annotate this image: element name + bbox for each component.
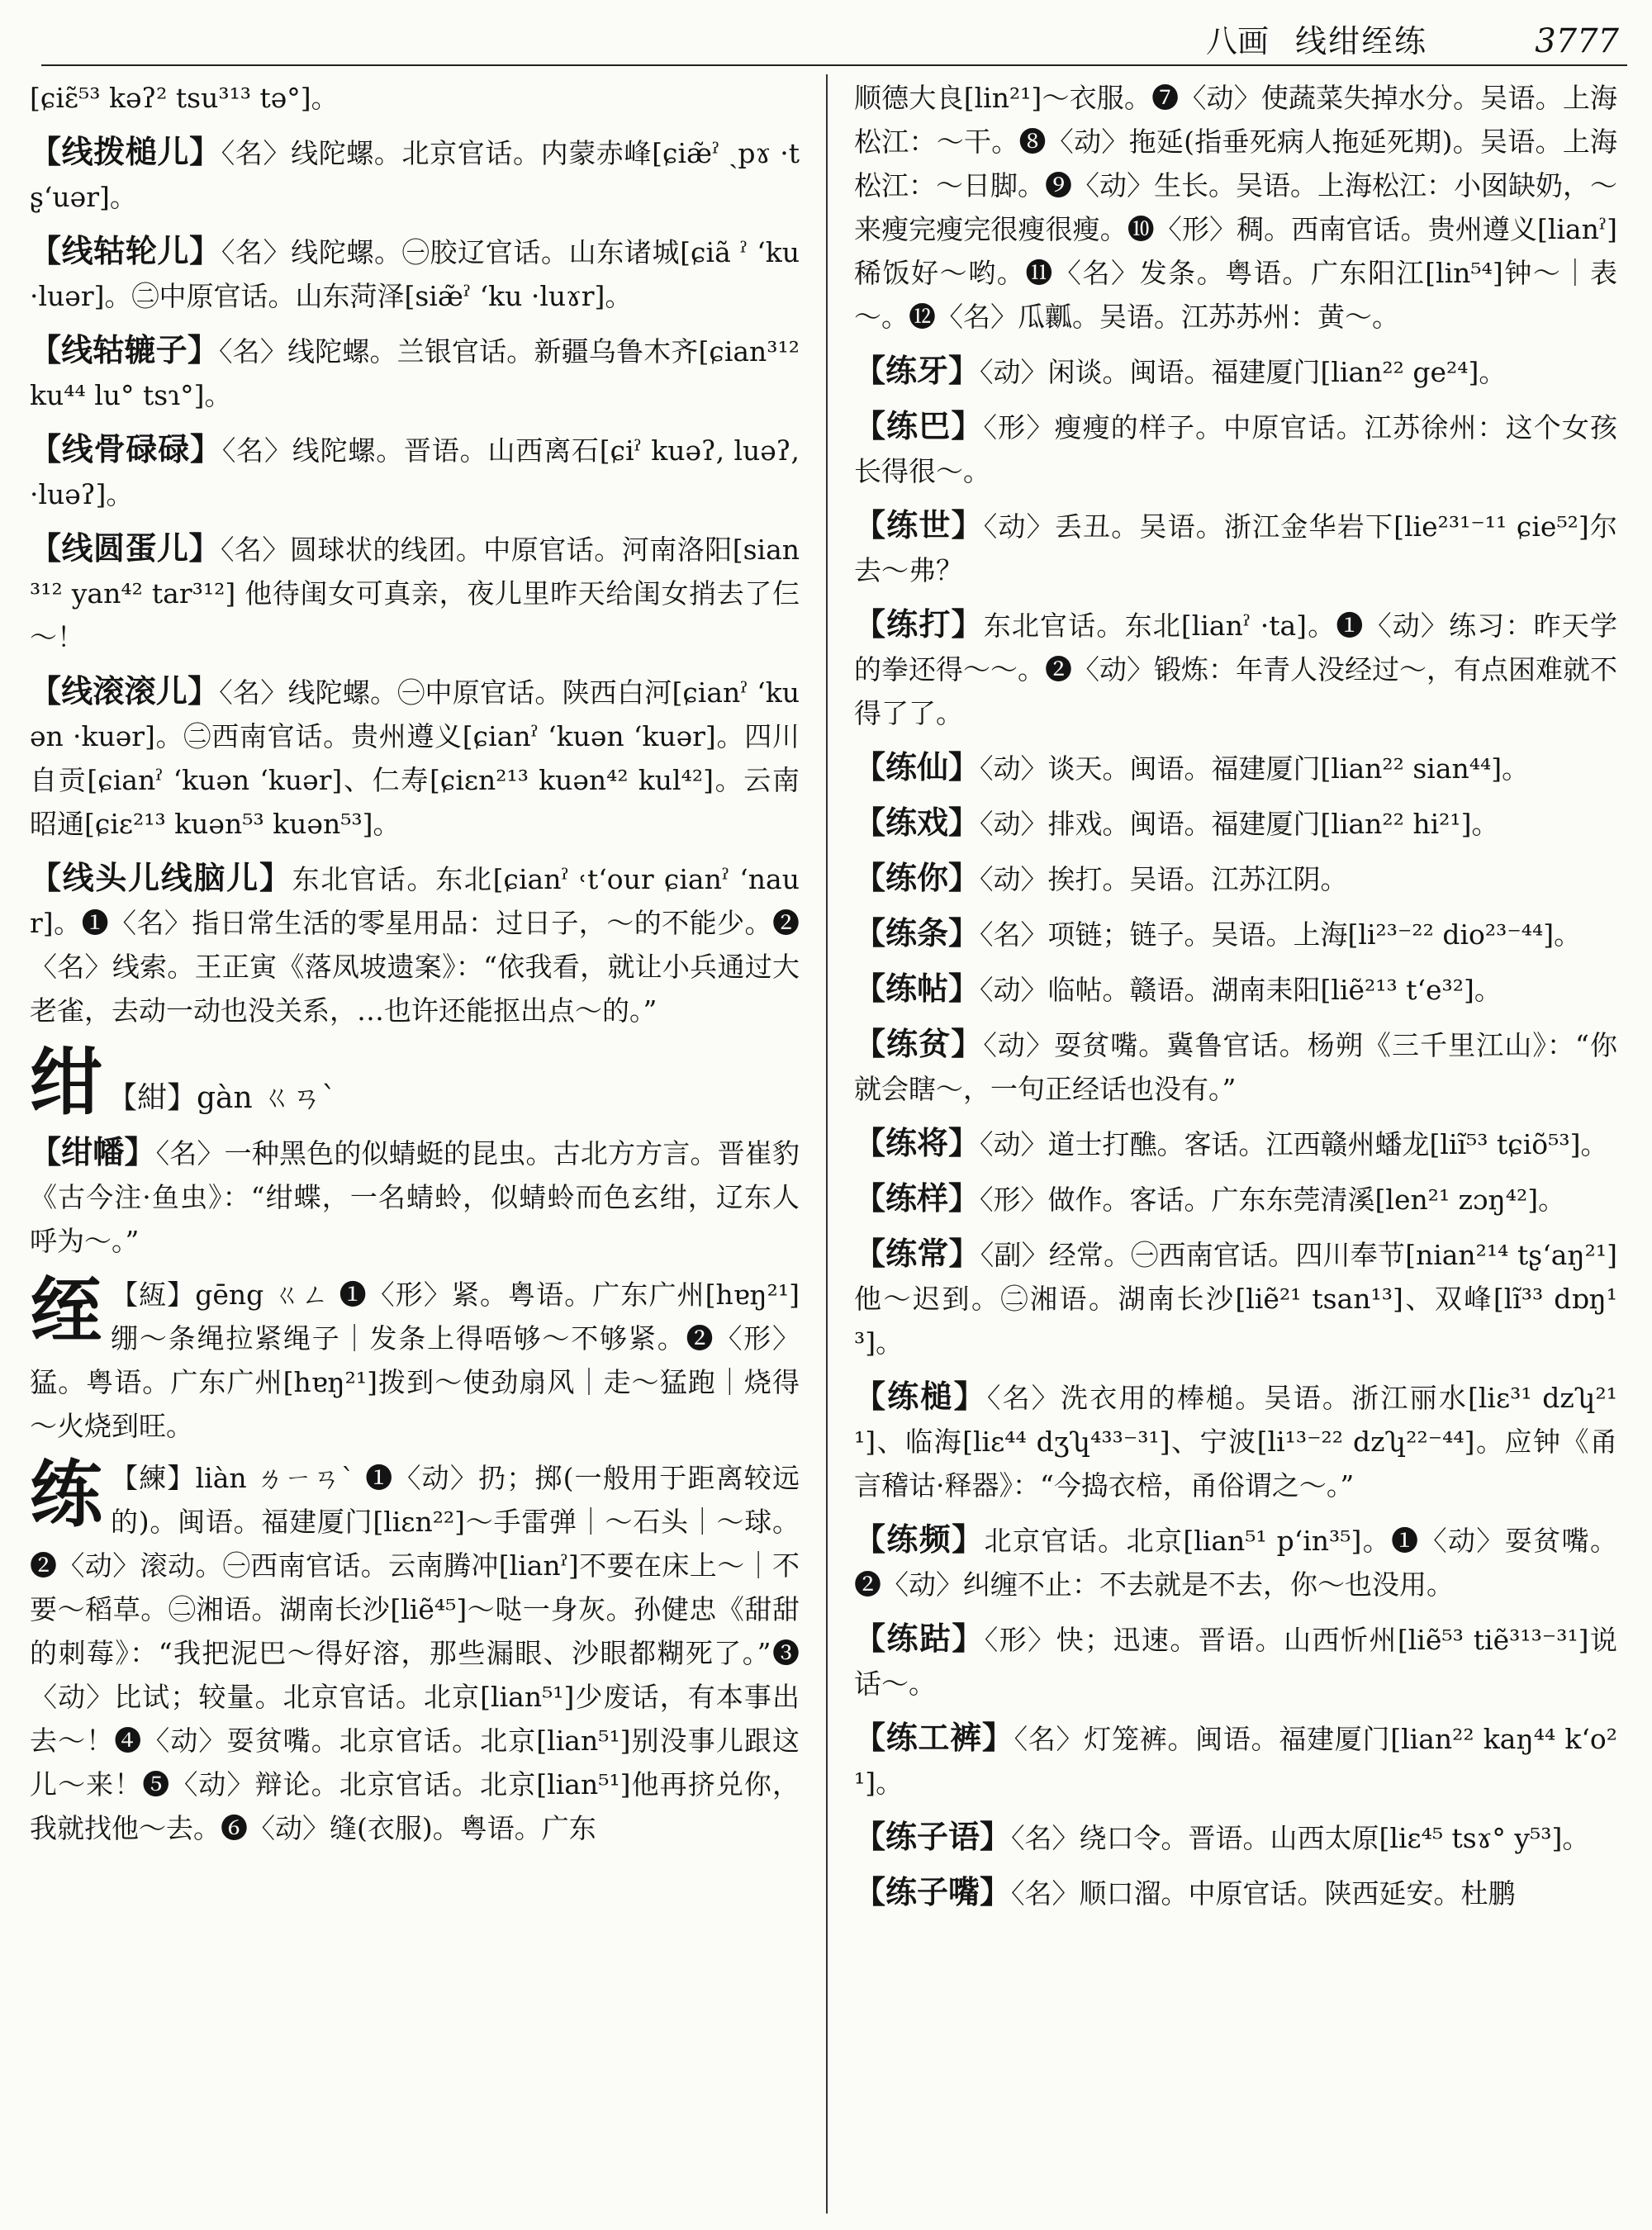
dictionary-entry — [854, 911, 1617, 956]
entry-body: 〈名〉线陀螺。晋语。山西离石[ɕiˀ kuəʔ, luəʔ, ·luəʔ]。 — [30, 434, 800, 510]
dictionary-entry — [30, 229, 800, 318]
dictionary-entry — [854, 1231, 1617, 1364]
entry-body: 〈名〉线陀螺。北京官话。内蒙赤峰[ɕiæ̃ˀ ˏpɤ ·tʂʻuər]。 — [30, 137, 800, 213]
entry-headword: 【练仙】 — [854, 748, 980, 785]
dictionary-entry — [854, 1022, 1617, 1111]
entry-body: [ɕiɛ̃⁵³ kəʔ² tsu³¹³ tə°]。 — [30, 82, 339, 114]
entry-headword: 【练频】 — [854, 1521, 985, 1558]
entry-headword: 【练你】 — [854, 859, 980, 896]
entry-body: 〈名〉洗衣用的棒槌。吴语。浙江丽水[liɛ³¹ dzʮ²¹¹]、临海[liɛ⁴⁴ dʒʮ⁴³³⁻³¹]、宁波[li¹³⁻²² dzʮ²²⁻⁴⁴]。应钟《甬言稽诂·释器》：“今捣衣棓，甬俗谓之～。” — [854, 1382, 1617, 1502]
dictionary-entry — [854, 1517, 1617, 1606]
continued-entry — [854, 76, 1617, 339]
entry-headword: 【练牙】 — [854, 352, 980, 389]
entry-body: 〈动〉谈天。闽语。福建厦门[lian²² sian⁴⁴]。 — [980, 752, 1530, 785]
dictionary-entry — [854, 1616, 1617, 1706]
dictionary-entry — [30, 526, 800, 659]
entry-body: 〈动〉排戏。闽语。福建厦门[lian²² hi²¹]。 — [980, 808, 1499, 840]
entry-body: 〈动〉丢丑。吴语。浙江金华岩下[lie²³¹⁻¹¹ ɕie⁵²]尔去～弗？ — [854, 510, 1617, 586]
dictionary-entry — [30, 328, 800, 417]
head-character: 绖 — [30, 1268, 103, 1354]
entry-headword: 【练子嘴】 — [854, 1873, 1012, 1910]
entry-body: 〈形〉快；迅速。晋语。山西忻州[liẽ⁵³ tiẽ³¹³⁻³¹]说话～。 — [854, 1624, 1617, 1700]
character-heading — [30, 1268, 800, 1448]
dictionary-entry — [854, 349, 1617, 394]
entry-body: 东北官话。东北[ɕianˀ ˓tʻour ɕianˀ ʻnaur]。❶〈名〉指日常生活的零星用品：过日子，～的不能少。❷〈名〉线索。王正寅《落凤坡遗案》：“依我看，就让小兵通过大老雀，去动一动也没关系，…也许还能抠出点～的。” — [30, 863, 800, 1027]
entry-body: 〈名〉线陀螺。㊀胶辽官话。山东诸城[ɕiã ˀ ʻku ·luər]。㊁中原官话。山东菏泽[siæ̃ˀ ʻku ·luɤr]。 — [30, 236, 800, 312]
entry-headword: 【练世】 — [854, 506, 984, 543]
head-character: 绀 — [30, 1039, 103, 1125]
entry-headword: 【练常】 — [854, 1235, 980, 1272]
entry-headword: 【练工裤】 — [854, 1719, 1014, 1756]
dictionary-entry — [854, 856, 1617, 901]
page-number: 3777 — [1535, 22, 1619, 60]
running-header — [1206, 21, 1619, 61]
dictionary-entry — [30, 1130, 800, 1263]
dictionary-entry — [30, 130, 800, 219]
entry-headword: 【练条】 — [854, 914, 980, 951]
dictionary-entry — [854, 1715, 1617, 1805]
entry-headword: 【练将】 — [854, 1124, 980, 1161]
entry-body: 〈动〉挨打。吴语。江苏江阴。 — [980, 863, 1348, 895]
entry-body: 〈名〉顺口溜。中原官话。陕西延安。杜鹏 — [1011, 1877, 1516, 1910]
dictionary-entry — [854, 966, 1617, 1012]
entry-body: 〈名〉线陀螺。㊀中原官话。陕西白河[ɕianˀ ʻkuən ·kuər]。㊁西南官话。贵州遵义[ɕianˀ ʻkuən ʻkuər]。四川自贡[ɕianˀ ʻkuən ʻkuər]、仁寿[ɕiɛn²¹³ kuən⁴² kul⁴²]。云南昭通[ɕiɛ²¹³ kuən⁵³ kuən⁵³]。 — [30, 676, 800, 840]
dictionary-entry — [854, 1815, 1617, 1860]
entry-body: 顺德大良[lin²¹]～衣服。❼〈动〉使蔬菜失掉水分。吴语。上海松江：～干。❽〈动〉拖延(指垂死病人拖延死期)。吴语。上海松江：～日脚。❾〈动〉生长。吴语。上海松江：小囡缺奶，～来瘦完瘦完很瘦很瘦。❿〈形〉稠。西南官话。贵州遵义[lianˀ]稀饭好～哟。⓫〈名〉发条。粤语。广东阳江[lin⁵⁴]钟～｜表～。⓬〈名〉瓜瓤。吴语。江苏苏州：黄～。 — [854, 82, 1617, 333]
column-divider — [826, 74, 828, 2213]
entry-headword: 【练贫】 — [854, 1025, 984, 1062]
entry-body: 〈动〉耍贫嘴。冀鲁官话。杨朔《三千里江山》：“你就会瞎～，一句正经话也没有。” — [854, 1029, 1617, 1105]
entry-headword: 【线轱轮儿】 — [30, 232, 221, 269]
entry-headword: 【练帖】 — [854, 970, 980, 1007]
header-chars: 线绀绖练 — [1295, 23, 1428, 59]
head-character-info: 【紺】gàn ㄍㄢˋ — [107, 1081, 337, 1115]
dictionary-entry — [30, 856, 800, 1032]
head-character: 练 — [30, 1451, 103, 1537]
right-column — [854, 76, 1617, 1925]
dictionary-entry — [854, 1374, 1617, 1507]
entry-body: 〈动〉临帖。赣语。湖南耒阳[liẽ²¹³ tʻe³²]。 — [980, 974, 1502, 1006]
dictionary-entry — [854, 503, 1617, 592]
entry-headword: 【练样】 — [854, 1179, 980, 1217]
dictionary-entry — [854, 404, 1617, 493]
entry-body: 〈动〉闲谈。闽语。福建厦门[lian²² ge²⁴]。 — [980, 356, 1507, 388]
entry-headword: 【线圆蛋儿】 — [30, 529, 221, 567]
dictionary-entry — [30, 427, 800, 516]
dictionary-entry — [854, 602, 1617, 735]
entry-body: 〈名〉圆球状的线团。中原官话。河南洛阳[sian³¹² yan⁴² tar³¹²] 他待闺女可真亲，夜儿里昨天给闺女捎去了仨～！ — [30, 534, 800, 653]
entry-headword: 【绀幡】 — [30, 1133, 156, 1170]
entry-body: 〈名〉项链；链子。吴语。上海[li²³⁻²² dio²³⁻⁴⁴]。 — [980, 918, 1582, 951]
entry-headword: 【线轱辘子】 — [30, 331, 219, 368]
entry-body: 〈名〉一种黑色的似蜻蜓的昆虫。古北方方言。晋崔豹《古今注·鱼虫》：“绀蝶，一名蜻蛉，似蜻蛉而色玄绀，辽东人呼为～。” — [30, 1137, 800, 1257]
entry-body: 北京官话。北京[lian⁵¹ pʻin³⁵]。❶〈动〉耍贫嘴。❷〈动〉纠缠不止：不去就是不去，你～也没用。 — [854, 1525, 1617, 1601]
character-heading — [30, 1039, 800, 1125]
entry-body: 〈名〉绕口令。晋语。山西太原[liɛ⁴⁵ tsɤ° y⁵³]。 — [1011, 1822, 1590, 1854]
entry-headword: 【练巴】 — [854, 407, 984, 444]
entry-headword: 【练子语】 — [854, 1818, 1012, 1855]
entry-body: 〈名〉线陀螺。兰银官话。新疆乌鲁木齐[ɕian³¹² ku⁴⁴ lu° tsɿ°]。 — [30, 335, 800, 411]
header-rule — [41, 64, 1627, 66]
entry-body: 〈名〉灯笼裤。闽语。福建厦门[lian²² kaŋ⁴⁴ kʻo²¹]。 — [854, 1723, 1617, 1799]
continued-entry — [30, 76, 800, 120]
entry-body: 〈形〉瘦瘦的样子。中原官话。江苏徐州：这个女孩长得很～。 — [854, 411, 1617, 487]
entry-body: 〈形〉做作。客话。广东东莞清溪[len²¹ zɔŋ⁴²]。 — [980, 1184, 1566, 1216]
entry-headword: 【线拨槌儿】 — [30, 133, 221, 170]
entry-headword: 【练跍】 — [854, 1620, 985, 1657]
dictionary-entry — [30, 669, 800, 846]
entry-body: 〈动〉道士打醮。客话。江西赣州蟠龙[liĩ⁵³ tɕiõ⁵³]。 — [980, 1128, 1608, 1160]
dictionary-entry — [854, 745, 1617, 790]
dictionary-entry — [854, 1870, 1617, 1915]
head-character-info: 【練】liàn ㄌㄧㄢˋ ❶〈动〉扔；掷(一般用于距离较远的)。闽语。福建厦门[liɛn²²]～手雷弹｜～石头｜～球。❷〈动〉滚动。㊀西南官话。云南腾冲[lianˀ]不要在床上～｜不要～稻草。㊁湘语。湖南长沙[liẽ⁴⁵]～哒一身灰。孙健忠《甜甜的刺莓》：“我把泥巴～得好溶，那些漏眼、沙眼都糊死了。”❸〈动〉比试；较量。北京官话。北京[lian⁵¹]少废话，有本事出去～！❹〈动〉耍贫嘴。北京官话。北京[lian⁵¹]别没事儿跟这儿～来！❺〈动〉辩论。北京官话。北京[lian⁵¹]他再挤兑你，我就找他～去。❻〈动〉缝(衣服)。粤语。广东 — [30, 1462, 800, 1844]
entry-headword: 【练打】 — [854, 605, 984, 643]
entry-headword: 【线头儿线脑儿】 — [30, 859, 292, 896]
left-column — [30, 76, 800, 1858]
entry-headword: 【线骨碌碌】 — [30, 430, 222, 467]
entry-body: 东北官话。东北[lianˀ ·ta]。❶〈动〉练习：昨天学的拳还得～～。❷〈动〉锻炼：年青人没经过～，有点困难就不得了了。 — [854, 610, 1617, 729]
entry-headword: 【练戏】 — [854, 804, 980, 841]
entry-headword: 【线滚滚儿】 — [30, 672, 220, 709]
head-character-info: 【絚】gēng ㄍㄥ ❶〈形〉紧。粤语。广东广州[hɐŋ²¹] 绷～条绳拉紧绳子｜发条上得唔够～不够紧。❷〈形〉猛。粤语。广东广州[hɐŋ²¹]拨到～使劲扇风｜走～猛跑｜烧得～火烧到旺。 — [30, 1279, 800, 1442]
dictionary-entry — [854, 800, 1617, 846]
section-label: 八画 — [1206, 23, 1270, 59]
dictionary-entry — [854, 1176, 1617, 1222]
entry-headword: 【练槌】 — [854, 1378, 987, 1415]
dictionary-entry — [854, 1121, 1617, 1166]
character-heading — [30, 1451, 800, 1850]
entry-body: 〈副〉经常。㊀西南官话。四川奉节[nian²¹⁴ tʂʻaŋ²¹]他～迟到。㊁湘语。湖南长沙[liẽ²¹ tsan¹³]、双峰[lĩ³³ dɒŋ¹³]。 — [854, 1239, 1617, 1359]
